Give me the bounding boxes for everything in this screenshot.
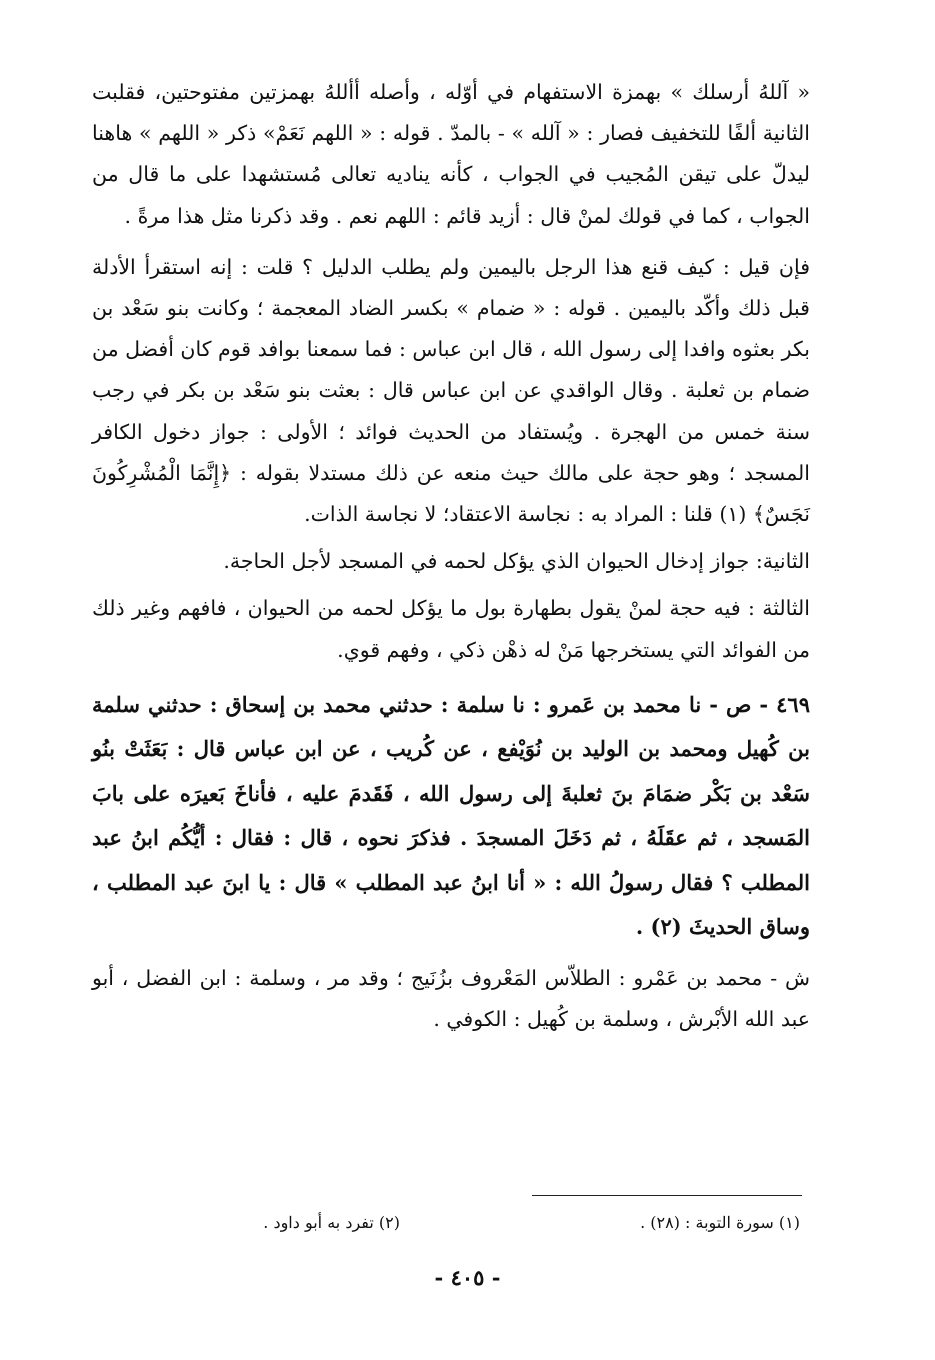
- commentary-paragraph-1: « آللهُ أرسلك » بهمزة الاستفهام في أوّله ، وأصله أأللهُ بهمزتين مفتوحتين، فقلبت الثانية ألفًا للتخفيف فصار : « آلله » - بالمدّ . قوله : « اللهم نَعَمْ» ذكر « اللهم » هاهنا ليدلّ على تيقن المُجيب في الجواب ، كأنه يناديه تعالى مُستشهدا على ما قال من الجواب ، كما في قولك لمنْ قال : أزيد قائم : اللهم نعم . وقد ذكرنا مثل هذا مرةً .: [92, 80, 810, 228]
- hadith-text: ٤٦٩ - ص - نا محمد بن عَمرو : نا سلمة : حدثني محمد بن إسحاق : حدثني سلمة بن كُهيل ومحمد بن الوليد بن نُوَيْفع ، عن كُريب ، عن ابن عباس قال : بَعَثَتْ بنُو سَعْد بن بَكْر ضمَامَ بنَ ثعلبةَ إلى رسول الله ، فَقَدمَ عليه ، فأناخَ بَعيرَه على بابَ المَسجد ، ثم عقَلَهُ ، ثم دَخَلَ المسجدَ . فذكرَ نحوه ، قال : فقال : أيُّكُم ابنُ عبد المطلب ؟ فقال رسولُ الله : « أنا ابنُ عبد المطلب » قال : يا ابنَ عبد المطلب ، وساق الحديثَ (٢) .: [92, 691, 810, 940]
- page-number: - ٤٠٥ -: [434, 1265, 501, 1290]
- commentary-paragraph-3: الثانية: جواز إدخال الحيوان الذي يؤكل لحمه في المسجد لأجل الحاجة.: [223, 549, 810, 574]
- commentary-paragraph-4: الثالثة : فيه حجة لمنْ يقول بطهارة بول ما يؤكل لحمه من الحيوان ، فافهم وغير ذلك من الفوائد التي يستخرجها مَنْ له ذهْن ذكي ، وفهم قوي.: [92, 596, 810, 662]
- footnote-2: (٢) تفرد به أبو داود .: [263, 1213, 400, 1232]
- footnote-1: (١) سورة التوبة : (٢٨) .: [640, 1213, 800, 1232]
- footnote-divider: [532, 1195, 802, 1196]
- page-body: [92, 72, 810, 1040]
- commentary-paragraph-2: فإن قيل : كيف قنع هذا الرجل باليمين ولم يطلب الدليل ؟ قلت : إنه استقرأ الأدلة قبل ذلك وأكّد باليمين . قوله : « ضمام » بكسر الضاد المعجمة ؛ وكانت بنو سَعْد بن بكر بعثوه وافدا إلى رسول الله ، قال ابن عباس : فما سمعنا بوافد قوم كان أفضل من ضمام بن ثعلبة . وقال الواقدي عن ابن عباس قال : بعثت بنو سَعْد بن بكر في رجب سنة خمس من الهجرة . ويُستفاد من الحديث فوائد ؛ الأولى : جواز دخول الكافر المسجد ؛ وهو حجة على مالك حيث منعه عن ذلك مستدلا بقوله : ﴿إِنَّمَا الْمُشْرِكُونَ نَجَسٌ﴾ (١) قلنا : المراد به : نجاسة الاعتقاد؛ لا نجاسة الذات.: [92, 254, 810, 527]
- sharh-paragraph: ش - محمد بن عَمْرو : الطلاّس المَعْروف بزُنَيج ؛ وقد مر ، وسلمة : ابن الفضل ، أبو عبد الله الأبْرش ، وسلمة بن كُهيل : الكوفي .: [92, 965, 810, 1032]
